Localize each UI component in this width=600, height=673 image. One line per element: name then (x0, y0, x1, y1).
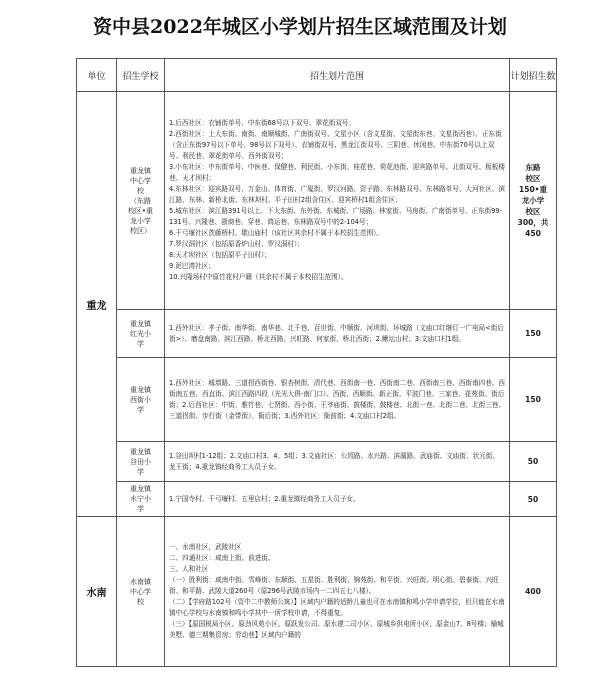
range-cell: 一、水南社区，武陵社区 二、四通社区：咸南上街、前进街。 三、人和社区 （一）胜利街：咸南中街、雪峰街、东顺街、五星街、胜利街、锦苑街、和平街、兴旺街、明心街、碧泰街、兴旺街、和平路、武陵大道260号（原296号武陵市场内一二四五七八楼）。 （二）【学府路102号（资中二中教师公寓）】区域内户籍的适龄儿童也可在水南镇和鸣小学申请学位，但只能在水南镇中心学校与水南镇和鸣小学其中一所学校申请，不得重复。 （三）【原国税局小区、原劲风苑小区、原跃发公司、原水建二司小区、原城乡供电所小区、原金山7、8号楼；榆城美墅、德三期集资房；劳动巷】区域内户籍的 (165, 517, 510, 667)
school-cell: 重龙镇 西街小 学 (117, 358, 165, 442)
school-cell: 重龙镇 谷田小 学 (117, 442, 165, 482)
plan-cell: 东路 校区 150•重 龙小学 校区 300，共 450 (510, 92, 557, 310)
school-cell: 重龙镇 中心学 校 （东路 校区•重 龙小学 校区） (117, 92, 165, 310)
unit-cell-zhonglong: 重龙 (77, 92, 117, 517)
table-header-row (77, 59, 557, 92)
school-cell: 水南镇 中心学 校 (117, 517, 165, 667)
range-cell: 1.西外社区：城墙路、三道拐西街巷、银杏树街、清代巷、西街南一巷、西街南二巷、西街南三巷、西街南四巷、西街南五巷、西直街、滨江西路四段（光光大俱-南门口）、西街、西顺街、新正街、平波门巷、三家巷、花苑街、街后街；2.后西社区：中街、雅竹巷、七贤街、西小街、王爷庙街、鼓楼街、鼓楼巷、北街一巷、北街二巷、北街三巷、三道拐街、步行街（金带街）、衙后街；3.西外社区：衙前街；4.文庙口村2组。 (165, 358, 510, 442)
plan-cell: 400 (510, 517, 557, 667)
school-cell: 重龙镇 水宁小 学 (117, 482, 165, 517)
enrollment-table (76, 58, 557, 667)
table-row (77, 92, 557, 310)
header-unit: 单位 (77, 59, 117, 92)
table-row (77, 358, 557, 442)
plan-cell: 150 (510, 358, 557, 442)
header-school: 招生学校 (117, 59, 165, 92)
header-plan: 计划招生数 (510, 59, 557, 92)
range-cell: 1.西外社区：孝子街、南华街、南华巷、北千巷、百世街、中顺街、河坝街、环城路（文庙口红继灯一广电局<街后街>）、磨盘南路、滨江西路、桥北西路、兴旺路、何家街、桥北西街；2.鳅坛山村；3.文庙口村1组。 (165, 310, 510, 358)
unit-cell-shuinan: 水南 (77, 517, 117, 667)
plan-cell: 50 (510, 482, 557, 517)
plan-cell: 150 (510, 310, 557, 358)
range-cell: 1.后西社区：衣铺街单号、中东街68号以下双号、翠花街双号； 2.西街社区：上大东街、南街、南顺城街、广南街双号、文星小区（含文星街、文星街东巷、文星街西巷）、正东街（含正东街97号以下单号、98号以下双号）、衣铺街双号、黑龙江街双号、三阴巷、休闲巷、中东街70号以上双号、利民巷、翠花街单号、西外街双号； 3.小东社区：中东街单号、中医巷、保健巷、利民街、小东街、桂花巷、荷花池街、迎宾路单号、北街双号、板板楼巷、天才坝村； 4.东林社区：迎宾路双号、万金山、体育街、广厦街、罗汉河路、资子路、东林路双号、东林路单号、大河社区、滨江路、东林、新桥北街、东林坝村、平子田村2组含住区、迎宾桥村1组含住区； 5.城东社区：滨江路391号以上、下大东街、东外街、东城街、广场路、林家街、马房街、广南街单号、正东街99-131号、兴隆巷、浙商巷、穿巷、鸿运巷、东林路双号中的2-104号； 6.千弓堰社区茨藤桥村、歇山庙村（该社区其余村不属于本校招生范围）。 7.罗汉洞社区（包括原香炉山村、罗汉洞村）； 8.天才坝社区（包括原平子田村）； 9.泥巴湾社区； 10.兴隆场村中原竹花村户籍（其余村不属于本校招生范围）。 (165, 92, 510, 310)
range-cell: 1.宁国寺村、千弓堰村、五里店村；2.重龙镇经商务工人员子女。 (165, 482, 510, 517)
table-row (77, 517, 557, 667)
table-row (77, 482, 557, 517)
header-range: 招生划片范围 (165, 59, 510, 92)
table-row (77, 442, 557, 482)
range-cell: 1.谷田坝村1-12组；2.文庙口村3、4、5组；3.文庙社区：公园路、水兴路、滨湖路、武庙街、文庙街、状元街、龙王街；4.重龙镇经商务工人员子女。 (165, 442, 510, 482)
page-title: 资中县2022年城区小学划片招生区域范围及计划 (93, 16, 507, 38)
school-cell: 重龙镇 红光小 学 (117, 310, 165, 358)
plan-cell: 50 (510, 442, 557, 482)
table-row (77, 310, 557, 358)
